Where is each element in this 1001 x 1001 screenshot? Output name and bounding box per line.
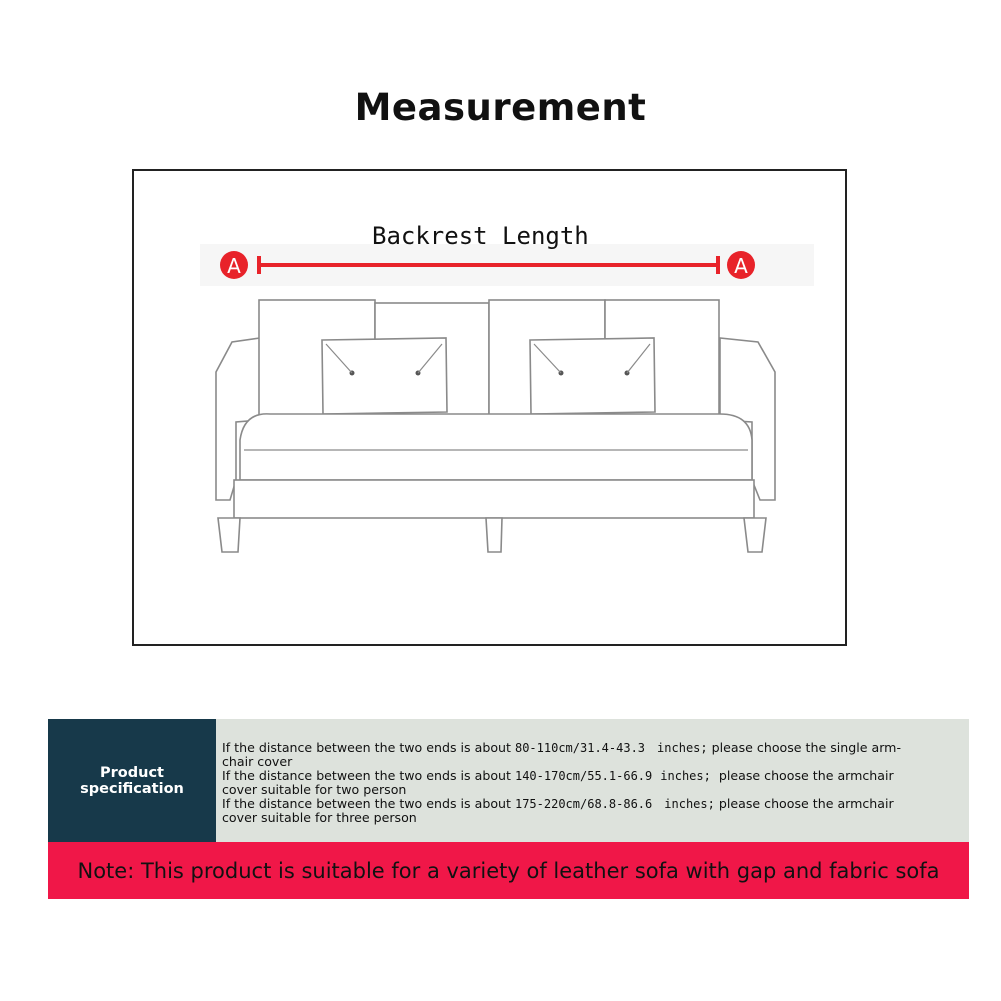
spec-row-prefix: If the distance between the two ends is about bbox=[222, 796, 511, 811]
spec-row-range: 140-170cm/55.1-66.9 bbox=[514, 769, 653, 783]
spec-row-range: 80-110cm/31.4-43.3 bbox=[514, 741, 646, 755]
note-bar bbox=[48, 842, 969, 899]
spec-row-prefix: If the distance between the two ends is about bbox=[222, 740, 511, 755]
spec-row-single bbox=[222, 741, 962, 769]
marker-a-right: A bbox=[734, 254, 748, 278]
spec-row-suffix: please choose the armchair bbox=[718, 768, 894, 783]
spec-panel bbox=[48, 719, 969, 842]
sofa-leg-left bbox=[218, 518, 240, 552]
spec-row-suffix: please choose the armchair bbox=[718, 796, 894, 811]
sofa-leg-right bbox=[744, 518, 766, 552]
sofa-seat-cushion bbox=[240, 414, 752, 480]
spec-row-prefix: If the distance between the two ends is about bbox=[222, 768, 511, 783]
spec-row-cont: cover suitable for two person bbox=[222, 782, 407, 797]
backrest-length-label: Backrest Length bbox=[372, 222, 589, 250]
spec-row-cont: chair cover bbox=[222, 754, 293, 769]
spec-row-unit: inches; bbox=[660, 769, 711, 783]
sofa-pillow-right bbox=[530, 338, 655, 414]
spec-row-range: 175-220cm/68.8-86.6 bbox=[514, 797, 653, 811]
page-title: Measurement bbox=[354, 86, 647, 129]
sofa-base bbox=[234, 480, 754, 518]
spec-row-cont: cover suitable for three person bbox=[222, 810, 417, 825]
spec-body bbox=[222, 741, 962, 825]
sofa-drawing bbox=[216, 300, 775, 552]
marker-a-left: A bbox=[227, 254, 241, 278]
note-text: Note: This product is suitable for a variety of leather sofa with gap and fabric sofa bbox=[77, 858, 940, 883]
spec-row-unit: inches; bbox=[657, 741, 708, 755]
sofa-pillow-left bbox=[322, 338, 447, 414]
sofa-leg-middle bbox=[486, 518, 502, 552]
spec-row-unit: inches; bbox=[664, 797, 715, 811]
spec-row-suffix: please choose the single arm- bbox=[711, 740, 901, 755]
spec-header: Product specification bbox=[48, 719, 216, 842]
spec-row-three bbox=[222, 797, 962, 825]
spec-row-two bbox=[222, 769, 962, 797]
